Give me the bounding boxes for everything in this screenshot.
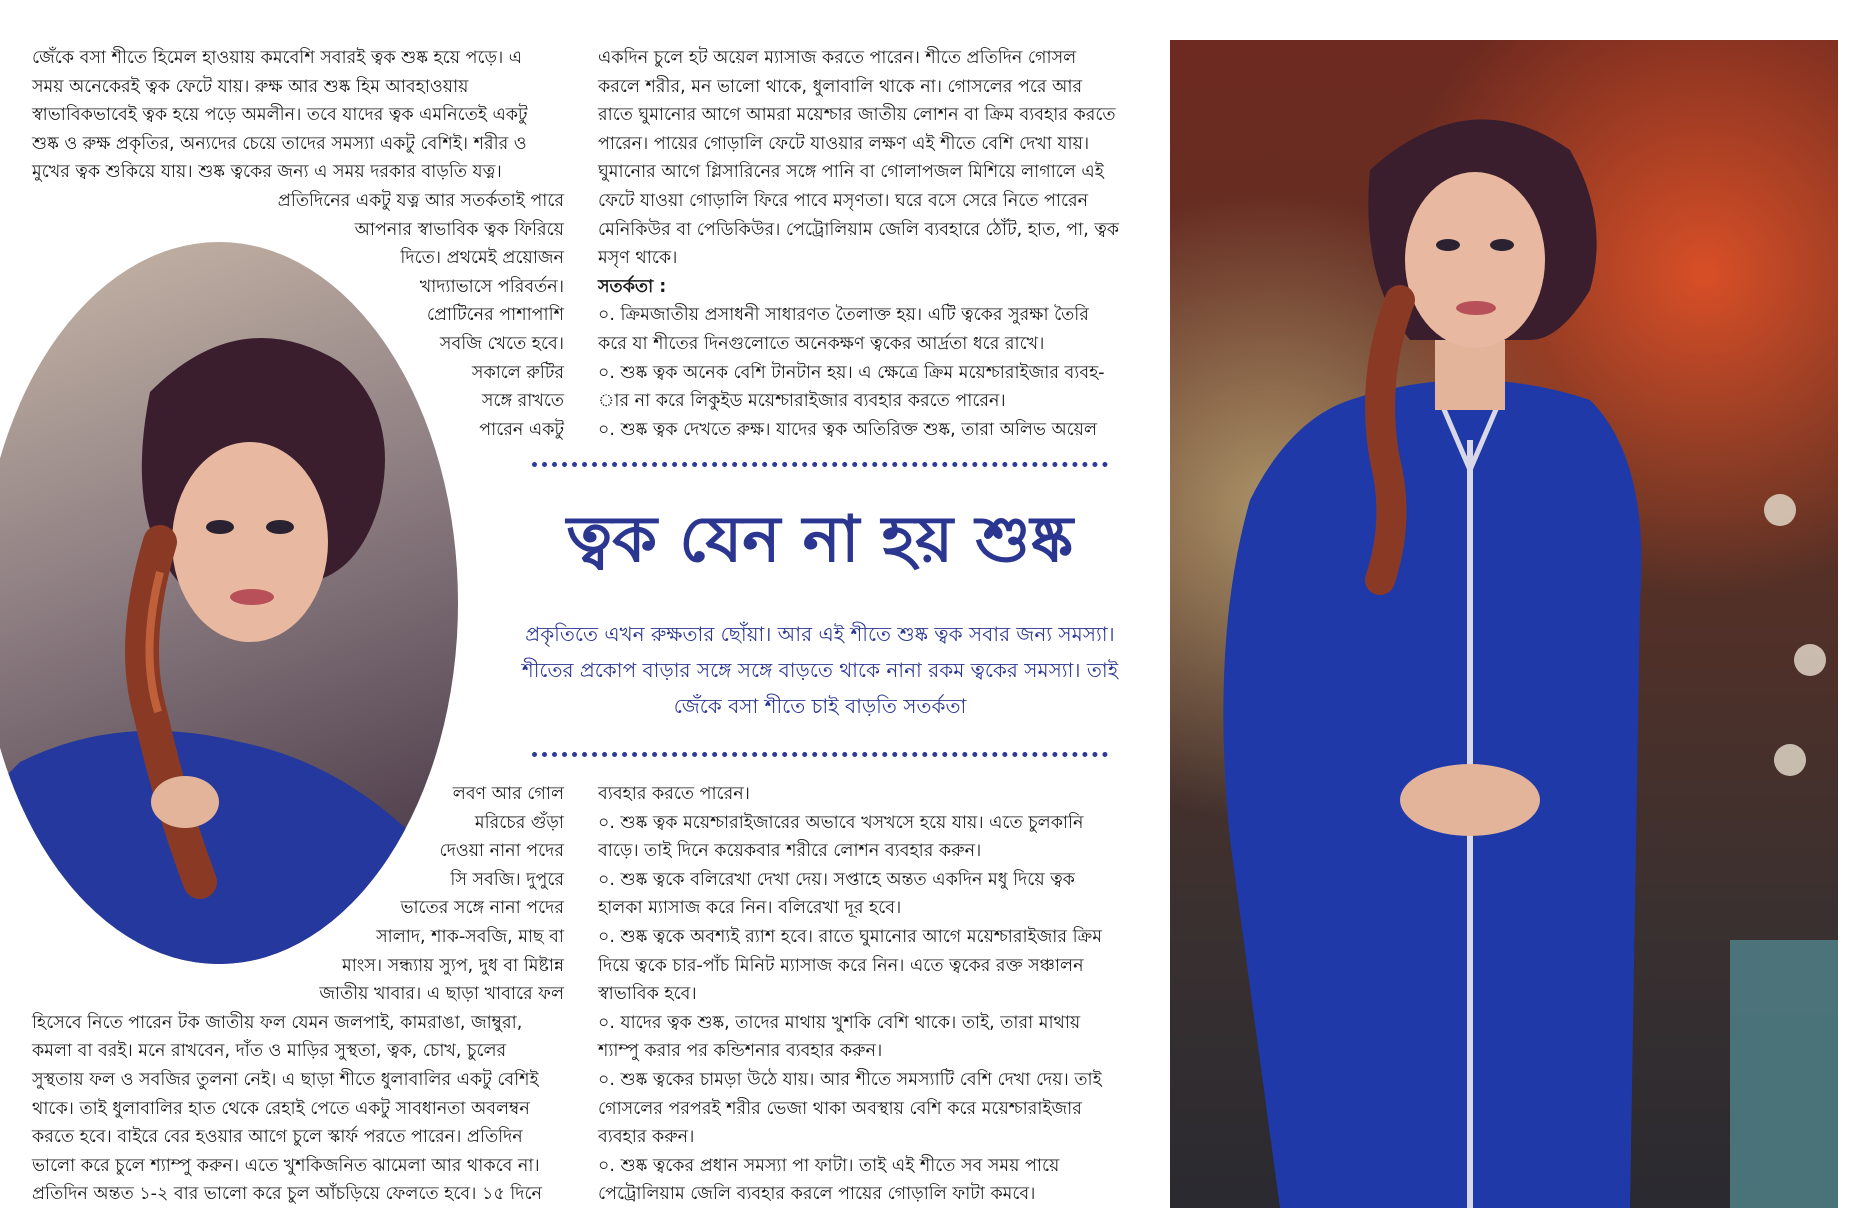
text-line: সুস্থতায় ফল ও সবজির তুলনা নেই। এ ছাড়া শীতে ধুলাবালির একটু বেশিই bbox=[32, 1069, 539, 1090]
text-line: কমলা বা বরই। মনে রাখবেন, দাঁত ও মাড়ির সুস্থতা, ত্বক, চোখ, চুলের bbox=[32, 1041, 507, 1062]
middle-column-top bbox=[598, 44, 1154, 444]
intro-text: প্রকৃতিতে এখন রুক্ষতার ছোঁয়া। আর এই শীতে শুষ্ক ত্বক সবার জন্য সমস্যা। শীতের প্রকোপ বাড়ার সঙ্গে সঙ্গে বাড়তে থাকে নানা রকম ত্বকের সমস্যা। তাই জেঁকে বসা শীতে চাই বাড়তি সতর্কতা bbox=[521, 622, 1119, 718]
caution-line: ০. শুষ্ক ত্বক দেখতে রুক্ষ। যাদের ত্বক অতিরিক্ত শুষ্ক, তারা অলিভ অয়েল bbox=[598, 419, 1098, 440]
text-line: জেঁকে বসা শীতে হিমেল হাওয়ায় কমবেশি সবারই ত্বক শুষ্ক হয়ে পড়ে। এ bbox=[32, 48, 523, 68]
text-line: শুষ্ক ও রুক্ষ প্রকৃতির, অন্যদের চেয়ে তাদের সমস্যা একটু বেশিই। শরীর ও bbox=[32, 133, 527, 154]
text-line: ০. শুষ্ক ত্বকের চামড়া উঠে যায়। আর শীতে সমস্যাটি বেশি দেখা দেয়। তাই bbox=[598, 1069, 1102, 1090]
text-line: করলে শরীর, মন ভালো থাকে, ধুলাবালি থাকে না। গোসলের পরে আর bbox=[598, 76, 1083, 97]
text-line: মরিচের গুঁড়া bbox=[474, 812, 564, 833]
text-line: সি সবজি। দুপুরে bbox=[450, 869, 564, 890]
text-line: মেনিকিউর বা পেডিকিউর। পেট্রোলিয়াম জেলি ব্যবহারে ঠোঁট, হাত, পা, ত্বক bbox=[598, 219, 1120, 240]
text-line: সালাদ, শাক-সবজি, মাছ বা bbox=[376, 926, 564, 947]
text-line: ০. শুষ্ক ত্বকের প্রধান সমস্যা পা ফাটা। তাই এই শীতে সব সময় পায়ে bbox=[598, 1155, 1060, 1176]
text-line: গোসলের পরপরই শরীর ভেজা থাকা অবস্থায় বেশি করে ময়েশ্চারাইজার bbox=[598, 1098, 1082, 1119]
dotted-divider-top bbox=[532, 462, 1108, 467]
text-line: সময় অনেকেরই ত্বক ফেটে যায়। রুক্ষ আর শুষ্ক হিম আবহাওয়ায় bbox=[32, 76, 469, 97]
caution-line: ০. ক্রিমজাতীয় প্রসাধনী সাধারণত তৈলাক্ত হয়। এটি ত্বকের সুরক্ষা তৈরি bbox=[598, 305, 1089, 326]
caution-line: ০. শুষ্ক ত্বক অনেক বেশি টানটান হয়। এ ক্ষেত্রে ক্রিম ময়েশ্চারাইজার ব্যবহ- bbox=[598, 362, 1105, 383]
text-line: ব্যবহার করতে পারেন। bbox=[598, 784, 750, 804]
text-line: ০. যাদের ত্বক শুষ্ক, তাদের মাথায় খুশকি বেশি থাকে। তাই, তারা মাথায় bbox=[598, 1012, 1081, 1033]
text-line: খাদ্যাভাসে পরিবর্তন। bbox=[419, 276, 564, 297]
text-line: হালকা ম্যাসাজ করে নিন। বলিরেখা দূর হবে। bbox=[598, 898, 902, 919]
caution-line: করে যা শীতের দিনগুলোতে অনেকক্ষণ ত্বকের আর্দ্রতা ধরে রাখে। bbox=[598, 333, 1045, 354]
text-line: রাতে ঘুমানোর আগে আমরা ময়েশ্চার জাতীয় লোশন বা ক্রিম ব্যবহার করতে bbox=[598, 105, 1116, 126]
text-line: করতে হবে। বাইরে বের হওয়ার আগে চুলে স্কার্ফ পরতে পারেন। প্রতিদিন bbox=[32, 1127, 523, 1148]
headline: ত্বক যেন না হয় শুষ্ক bbox=[566, 502, 1074, 577]
text-line: দিয়ে ত্বকে চার-পাঁচ মিনিট ম্যাসাজ করে নিন। এতে ত্বকের রক্ত সঞ্চালন bbox=[598, 955, 1084, 976]
dotted-divider-bottom bbox=[532, 752, 1108, 757]
text-line: স্বাভাবিকভাবেই ত্বক হয়ে পড়ে অমলীন। তবে যাদের ত্বক এমনিতেই একটু bbox=[32, 105, 528, 126]
text-line: স্বাভাবিক হবে। bbox=[598, 984, 697, 1005]
text-line: শ্যাম্পু করার পর কন্ডিশনার ব্যবহার করুন। bbox=[598, 1041, 883, 1062]
text-line: দেওয়া নানা পদের bbox=[439, 841, 564, 862]
text-line: সকালে রুটির bbox=[471, 362, 564, 383]
middle-column-bottom bbox=[598, 780, 1154, 1209]
text-line: মাংস। সন্ধ্যায় স্যুপ, দুধ বা মিষ্টান্ন bbox=[341, 955, 564, 976]
caution-line: ার না করে লিকুইড ময়েশ্চারাইজার ব্যবহার করতে পারেন। bbox=[598, 391, 1006, 412]
text-line: মসৃণ থাকে। bbox=[598, 248, 678, 269]
text-line: একদিন চুলে হট অয়েল ম্যাসাজ করতে পারেন। শীতে প্রতিদিন গোসল bbox=[598, 48, 1077, 68]
text-line: ০. শুষ্ক ত্বকে অবশ্যই র‌্যাশ হবে। রাতে ঘুমানোর আগে ময়েশ্চারাইজার ক্রিম bbox=[598, 926, 1102, 947]
text-line: পেট্রোলিয়াম জেলি ব্যবহার করলে পায়ের গোড়ালি ফাটা কমবে। bbox=[598, 1184, 1036, 1205]
text-line: সবজি খেতে হবে। bbox=[439, 333, 564, 354]
text-line: ফেটে যাওয়া গোড়ালি ফিরে পাবে মসৃণতা। ঘরে বসে সেরে নিতে পারেন bbox=[598, 190, 1089, 211]
text-line: মুখের ত্বক শুকিয়ে যায়। শুষ্ক ত্বকের জন্য এ সময় দরকার বাড়তি যত্ন। bbox=[32, 162, 502, 183]
text-line: ভাতের সঙ্গে নানা পদের bbox=[400, 898, 564, 919]
left-column-bottom bbox=[32, 780, 564, 1209]
text-line: থাকে। তাই ধুলাবালির হাত থেকে রেহাই পেতে একটু সাবধানতা অবলম্বন bbox=[32, 1098, 530, 1119]
text-line: লবণ আর গোল bbox=[452, 784, 564, 804]
text-line: সঙ্গে রাখতে bbox=[481, 391, 564, 412]
model-illustration bbox=[1170, 40, 1838, 1208]
text-line: ব্যবহার করুন। bbox=[598, 1127, 695, 1148]
text-line: জাতীয় খাবার। এ ছাড়া খাবারে ফল bbox=[319, 984, 564, 1005]
text-line: প্রতিদিনের একটু যত্ন আর সতর্কতাই পারে bbox=[277, 190, 564, 211]
text-line: ০. শুষ্ক ত্বকে বলিরেখা দেখা দেয়। সপ্তাহে অন্তত একদিন মধু দিয়ে ত্বক bbox=[598, 869, 1075, 890]
text-line: প্রোটিনের পাশাপাশি bbox=[426, 305, 564, 326]
text-line: ঘুমানোর আগে গ্লিসারিনের সঙ্গে পানি বা গোলাপজল মিশিয়ে লাগালে এই bbox=[598, 162, 1104, 183]
model-photo bbox=[1170, 40, 1838, 1208]
caution-heading: সতর্কতা : bbox=[598, 276, 667, 297]
text-line: পারেন। পায়ের গোড়ালি ফেটে যাওয়ার লক্ষণ এই শীতে বেশি দেখা যায়। bbox=[598, 133, 1090, 154]
text-line: ০. শুষ্ক ত্বক ময়েশ্চারাইজারের অভাবে খসখসে হয়ে যায়। এতে চুলকানি bbox=[598, 812, 1084, 833]
text-line: পারেন একটু bbox=[479, 419, 564, 440]
text-line: হিসেবে নিতে পারেন টক জাতীয় ফল যেমন জলপাই, কামরাঙা, জাম্বুরা, bbox=[32, 1012, 523, 1033]
text-line: আপনার স্বাভাবিক ত্বক ফিরিয়ে bbox=[354, 219, 564, 240]
text-line: প্রতিদিন অন্তত ১-২ বার ভালো করে চুল আঁচড়িয়ে ফেলতে হবে। ১৫ দিনে bbox=[32, 1184, 542, 1205]
text-line: দিতে। প্রথমেই প্রয়োজন bbox=[400, 248, 564, 269]
text-line: বাড়ে। তাই দিনে কয়েকবার শরীরে লোশন ব্যবহার করুন। bbox=[598, 841, 982, 862]
text-line: ভালো করে চুলে শ্যাম্পু করুন। এতে খুশকিজনিত ঝামেলা আর থাকবে না। bbox=[32, 1155, 540, 1176]
